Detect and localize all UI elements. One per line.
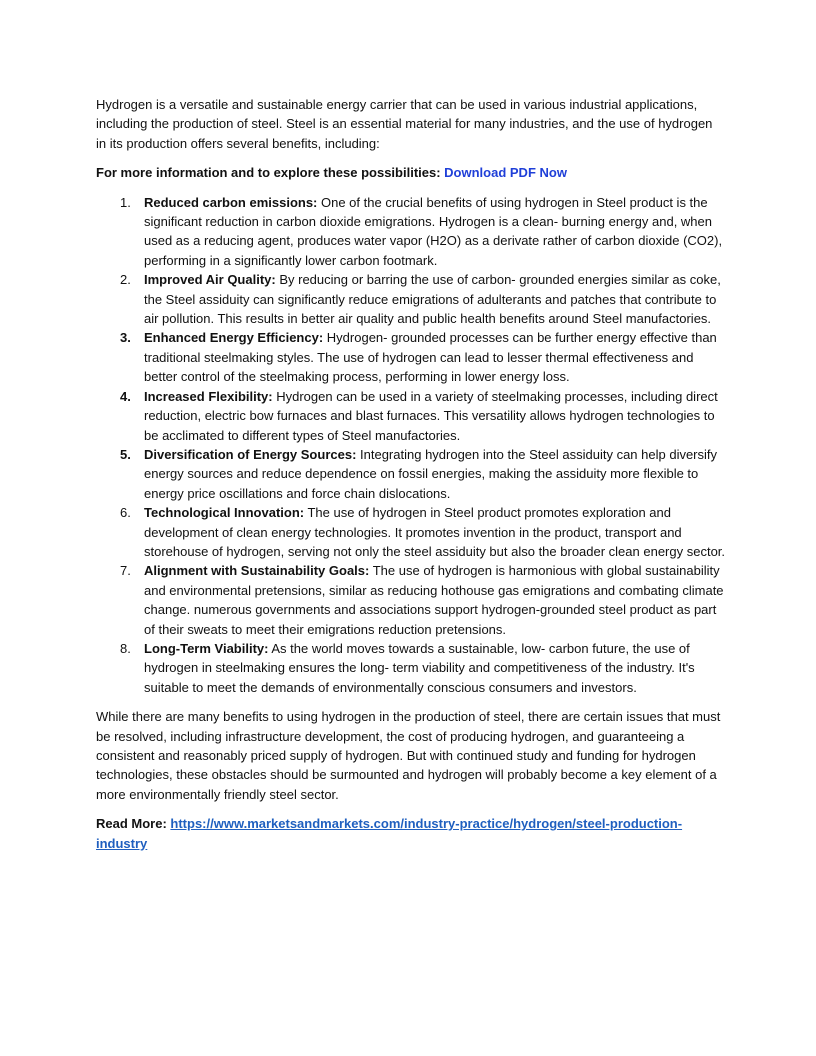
item-term: Alignment with Sustainability Goals: <box>144 563 370 579</box>
item-description: The use of hydrogen in Steel product promotes exploration and development of clean energy technologies. It promotes invention in the product, transport and storehouse of hydrogen, serving not only the steel assiduity but also the broader clean energy sector. <box>144 505 726 559</box>
cta-line <box>96 163 726 182</box>
benefits-list <box>96 193 726 698</box>
item-description: By reducing or barring the use of carbon- grounded energies similar as coke, the Steel assiduity can significantly reduce emigrations of adulterants and patches that contribute to air pollution. This results in better air quality and public health benefits around Steel manufactories. <box>144 272 721 327</box>
download-pdf-link[interactable]: Download PDF Now <box>444 165 567 181</box>
item-number: 6. <box>120 505 131 521</box>
list-item <box>96 270 726 328</box>
item-number: 3. <box>120 330 131 346</box>
list-item <box>96 445 726 503</box>
item-term: Long-Term Viability: <box>144 640 269 656</box>
item-term: Enhanced Energy Efficiency: <box>144 330 324 346</box>
item-description: Hydrogen can be used in a variety of steelmaking processes, including direct reduction, electric bow furnaces and blast furnaces. This versatility allows hydrogen technologies to be acclimated to different types of Steel manufactories. <box>144 388 718 443</box>
item-number: 2. <box>120 272 131 288</box>
item-description: As the world moves towards a sustainable, low- carbon future, the use of hydrogen in steelmaking ensures the long- term viability and competitiveness of the industry. It's suitable to meet the demands of environmentally conscious consumers and investors. <box>144 640 695 695</box>
list-item <box>96 387 726 445</box>
read-more-link[interactable]: https://www.marketsandmarkets.com/industry-practice/hydrogen/steel-production-industry <box>96 816 683 851</box>
intro-paragraph: Hydrogen is a versatile and sustainable energy carrier that can be used in various industrial applications, including the production of steel. Steel is an essential material for many industries, and the use of hydrogen in its production offers several benefits, including: <box>96 97 713 151</box>
item-term: Technological Innovation: <box>144 505 305 521</box>
item-term: Reduced carbon emissions: <box>144 194 318 210</box>
item-term: Increased Flexibility: <box>144 388 273 404</box>
read-more-line <box>96 814 726 853</box>
closing-paragraph: While there are many benefits to using hydrogen in the production of steel, there are certain issues that must be resolved, including infrastructure development, the cost of producing hydrogen, and guaranteeing a consistent and reasonably priced supply of hydrogen. But with continued study and funding for hydrogen technologies, these obstacles should be surmounted and hydrogen will probably become a key element of a more environmentally friendly steel sector. <box>96 709 721 802</box>
list-item <box>96 503 726 561</box>
item-number: 5. <box>120 446 131 462</box>
item-number: 8. <box>120 640 131 656</box>
list-item <box>96 561 726 639</box>
list-item <box>96 193 726 271</box>
item-description: Integrating hydrogen into the Steel assiduity can help diversify energy sources and reduce dependence on fossil energies, making the assiduity more flexible to energy price oscillations and force chain dislocations. <box>144 446 718 501</box>
list-item <box>96 639 726 697</box>
item-description: One of the crucial benefits of using hydrogen in Steel product is the significant reduction in carbon dioxide emigrations. Hydrogen is a clean- burning energy and, when used as a reducing agent, produces water vapor (H2O) as a derivate rather of carbon dioxide (CO2), performing in a significantly lower carbon footmark. <box>144 194 723 268</box>
item-number: 7. <box>120 563 131 579</box>
item-term: Improved Air Quality: <box>144 272 276 288</box>
item-description: The use of hydrogen is harmonious with global sustainability and environmental pretensions, similar as reducing hothouse gas emigrations and combating climate change. numerous governments and associations support hydrogen-grounded steel product as part of their sweats to meet their emigrations reduction pretensions. <box>144 563 724 637</box>
item-description: Hydrogen- grounded processes can be further energy effective than traditional steelmaking styles. The use of hydrogen can lead to lesser thermal effectiveness and better control of the steelmaking process, performing in lower energy loss. <box>144 330 717 385</box>
read-more-label: Read More: <box>96 816 171 832</box>
document-page <box>96 95 726 853</box>
cta-text: For more information and to explore these possibilities: <box>96 165 445 181</box>
item-number: 1. <box>120 194 131 210</box>
item-number: 4. <box>120 388 131 404</box>
list-item <box>96 328 726 386</box>
item-term: Diversification of Energy Sources: <box>144 446 357 462</box>
